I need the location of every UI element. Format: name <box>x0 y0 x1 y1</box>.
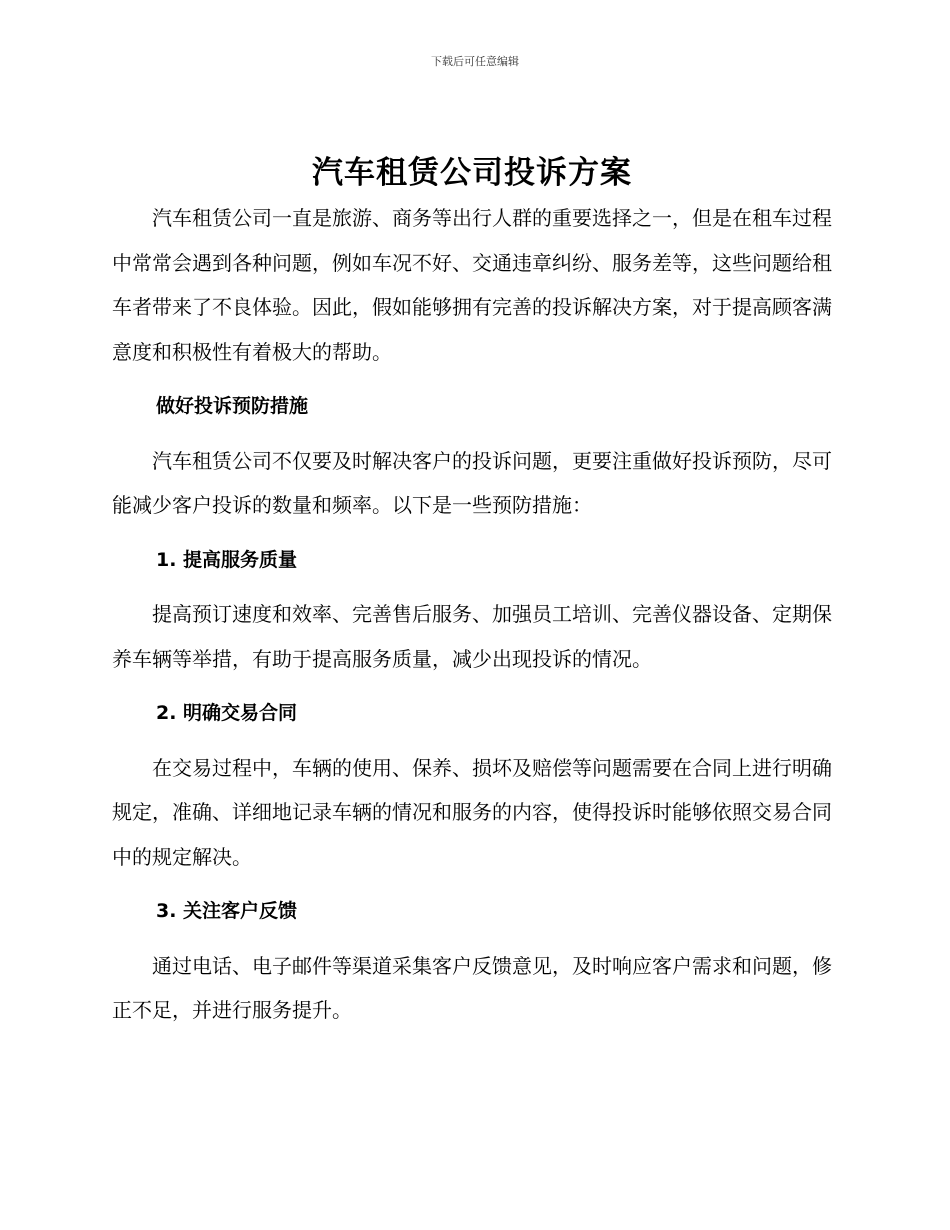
item-heading-2: 2. 明确交易合同 <box>156 702 298 724</box>
item-body-1: 提高预订速度和效率、完善售后服务、加强员工培训、完善仪器设备、定期保养车辆等举措，有助于提高服务质量，减少出现投诉的情况。 <box>112 602 832 671</box>
intro-paragraph: 汽车租赁公司一直是旅游、商务等出行人群的重要选择之一，但是在租车过程中常常会遇到各种问题，例如车况不好、交通违章纠纷、服务差等，这些问题给租车者带来了不良体验。因此，假如能够拥有完善的投诉解决方案，对于提高顾客满意度和积极性有着极大的帮助。 <box>112 206 832 364</box>
document-body <box>112 150 832 1033</box>
section-intro-paragraph: 汽车租赁公司不仅要及时解决客户的投诉问题，更要注重做好投诉预防，尽可能减少客户投诉的数量和频率。以下是一些预防措施： <box>112 448 832 517</box>
header-note: 下载后可任意编辑 <box>431 55 519 68</box>
item-heading-1: 1. 提高服务质量 <box>156 548 298 571</box>
section-heading: 做好投诉预防措施 <box>156 395 309 417</box>
item-body-2: 在交易过程中，车辆的使用、保养、损坏及赔偿等问题需要在合同上进行明确规定，准确、详细地记录车辆的情况和服务的内容，使得投诉时能够依照交易合同中的规定解决。 <box>112 755 832 869</box>
item-heading-3: 3. 关注客户反馈 <box>156 900 298 922</box>
document-title: 汽车租赁公司投诉方案 <box>312 155 632 191</box>
item-body-3: 通过电话、电子邮件等渠道采集客户反馈意见，及时响应客户需求和问题，修正不足，并进行服务提升。 <box>112 953 832 1022</box>
